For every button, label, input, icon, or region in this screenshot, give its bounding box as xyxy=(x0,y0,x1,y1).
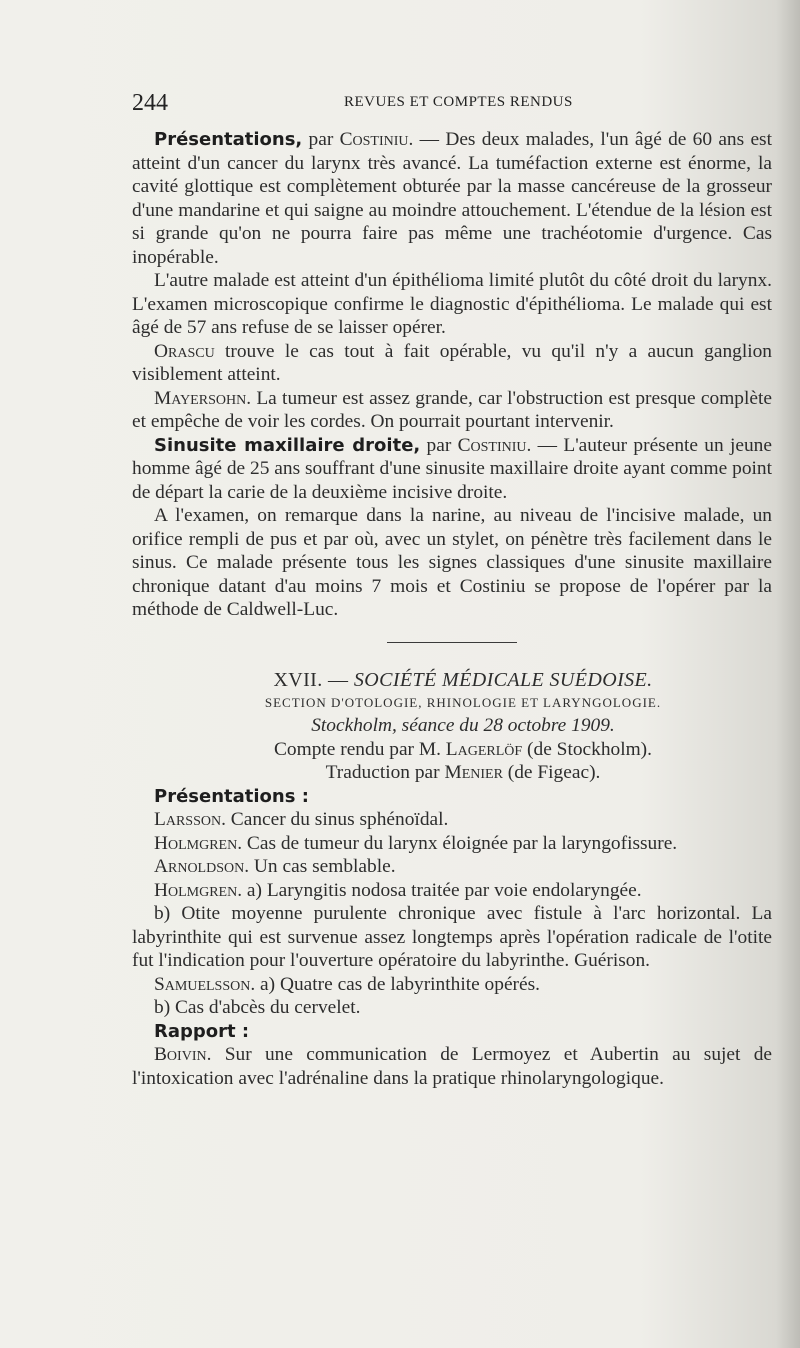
society-name: SOCIÉTÉ MÉDICALE SUÉDOISE. xyxy=(353,668,653,691)
list-item xyxy=(132,832,772,856)
text-run: . a) Laryngitis nodosa traitée par voie endolaryngée. xyxy=(237,879,642,901)
text-run: (de Stockholm). xyxy=(522,738,652,760)
author-name: Menier xyxy=(444,762,503,783)
text-run: . Cas de tumeur du larynx éloignée par la laryngofissure. xyxy=(237,832,678,854)
page-number: 244 xyxy=(132,90,168,116)
presentations-2-heading-line xyxy=(132,785,772,809)
presentations-2-heading: Présentations : xyxy=(154,785,309,807)
text-run: trouve le cas tout à fait opérable, vu qu'il n'y a aucun ganglion visiblement atteint. xyxy=(132,340,772,385)
presentations-list xyxy=(132,808,772,1020)
author-name: Boivin xyxy=(154,1044,207,1065)
rapport-heading-line xyxy=(132,1020,772,1044)
text-run: . a) Quatre cas de labyrinthite opérés. xyxy=(250,973,541,995)
text-run: Traduction par xyxy=(325,762,445,783)
author-name: Holmgren xyxy=(154,879,238,901)
author-name: Orascu xyxy=(154,340,215,362)
author-name: Costiniu xyxy=(339,129,409,150)
translation-credit xyxy=(132,761,772,785)
page-header xyxy=(132,90,772,120)
presentations-paragraph-2: L'autre malade est atteint d'un épithélioma limité plutôt du côté droit du larynx. L'examen microscopique confirme le diagnostic d'épithélioma. Le malade qui est âgé de 57 ans refuse de se laisser opérer. xyxy=(132,270,772,338)
list-item xyxy=(132,973,772,997)
text-run: . — L'auteur présente un jeune homme âgé de 25 ans souffrant d'une sinusite maxillaire droite ayant comme point de départ la carie de la deuxième incisive droite. xyxy=(132,434,772,503)
text-run: . Sur une communication de Lermoyez et Aubertin au sujet de l'intoxication avec l'adrénaline dans la pratique rhinolaryngologique. xyxy=(132,1044,772,1089)
running-head: REVUES ET COMPTES RENDUS xyxy=(344,94,573,110)
author-name: Mayersohn xyxy=(154,387,247,409)
page-body xyxy=(132,128,772,1090)
list-item xyxy=(132,808,772,832)
author-name: Larsson xyxy=(154,809,222,830)
author-name: Holmgren xyxy=(154,832,238,854)
section-subtitle: SECTION D'OTOLOGIE, RHINOLOGIE ET LARYNGOLOGIE. xyxy=(264,695,662,710)
sinusite-heading: Sinusite maxillaire droite, xyxy=(154,434,421,456)
list-item: b) Cas d'abcès du cervelet. xyxy=(154,997,361,1018)
presentations-paragraph-4 xyxy=(132,387,772,434)
author-name: Costiniu xyxy=(457,434,527,456)
text-run: par xyxy=(302,129,340,150)
text-run: Compte rendu par M. xyxy=(274,738,446,760)
text-run: (de Figeac). xyxy=(502,762,601,783)
report-credit xyxy=(132,738,772,762)
text-run: par xyxy=(420,434,458,456)
presentations-paragraph-3 xyxy=(132,340,772,387)
text-run: . — Des deux malades, l'un âgé de 60 ans est atteint d'un cancer du larynx très avancé. La tuméfaction externe est énorme, la cavité glottique est complètement obturée par la masse cancéreuse de la grosseur d'une mandarine et qui saigne au moindre attouchement. L'étendue de la lésion est si grande qu'on ne pourra faire pas même une trachéotomie d'urgence. Cas inopérable. xyxy=(132,129,772,268)
rapport-paragraph xyxy=(132,1043,772,1090)
section-divider xyxy=(387,642,517,643)
text-run: . Un cas semblable. xyxy=(244,856,396,877)
presentations-heading: Présentations, xyxy=(154,129,303,150)
list-item xyxy=(132,879,772,903)
rapport-heading: Rapport : xyxy=(154,1020,250,1042)
author-name: Arnoldson xyxy=(154,856,245,877)
section-title xyxy=(132,669,772,693)
list-item: b) Otite moyenne purulente chronique avec fistule à l'arc horizontal. La labyrinthite qui est survenue assez longtemps après l'opération radicale de l'otite fut l'indication pour l'ouverture opératoire du labyrinthe. Guérison. xyxy=(132,903,772,971)
sinusite-paragraph-2: A l'examen, on remarque dans la narine, au niveau de l'incisive malade, un orifice rempli de pus et par où, avec un stylet, on pénètre très facilement dans le sinus. Ce malade présente tous les signes classiques d'une sinusite maxillaire chronique datant d'au moins 7 mois et Costiniu se propose de l'opérer par la méthode de Caldwell-Luc. xyxy=(132,505,772,620)
presentations-paragraph-1 xyxy=(132,128,772,269)
section-number: XVII. — xyxy=(273,668,354,691)
sinusite-paragraph-1 xyxy=(132,434,772,505)
author-name: Lagerlöf xyxy=(445,738,523,760)
section-dateline: Stockholm, séance du 28 octobre 1909. xyxy=(311,715,615,736)
list-item xyxy=(132,855,772,879)
author-name: Samuelsson xyxy=(154,973,251,995)
text-run: . La tumeur est assez grande, car l'obstruction est presque complète et empêche de voir les cordes. On pourrait pourtant intervenir. xyxy=(132,387,772,432)
text-run: . Cancer du sinus sphénoïdal. xyxy=(221,809,449,830)
